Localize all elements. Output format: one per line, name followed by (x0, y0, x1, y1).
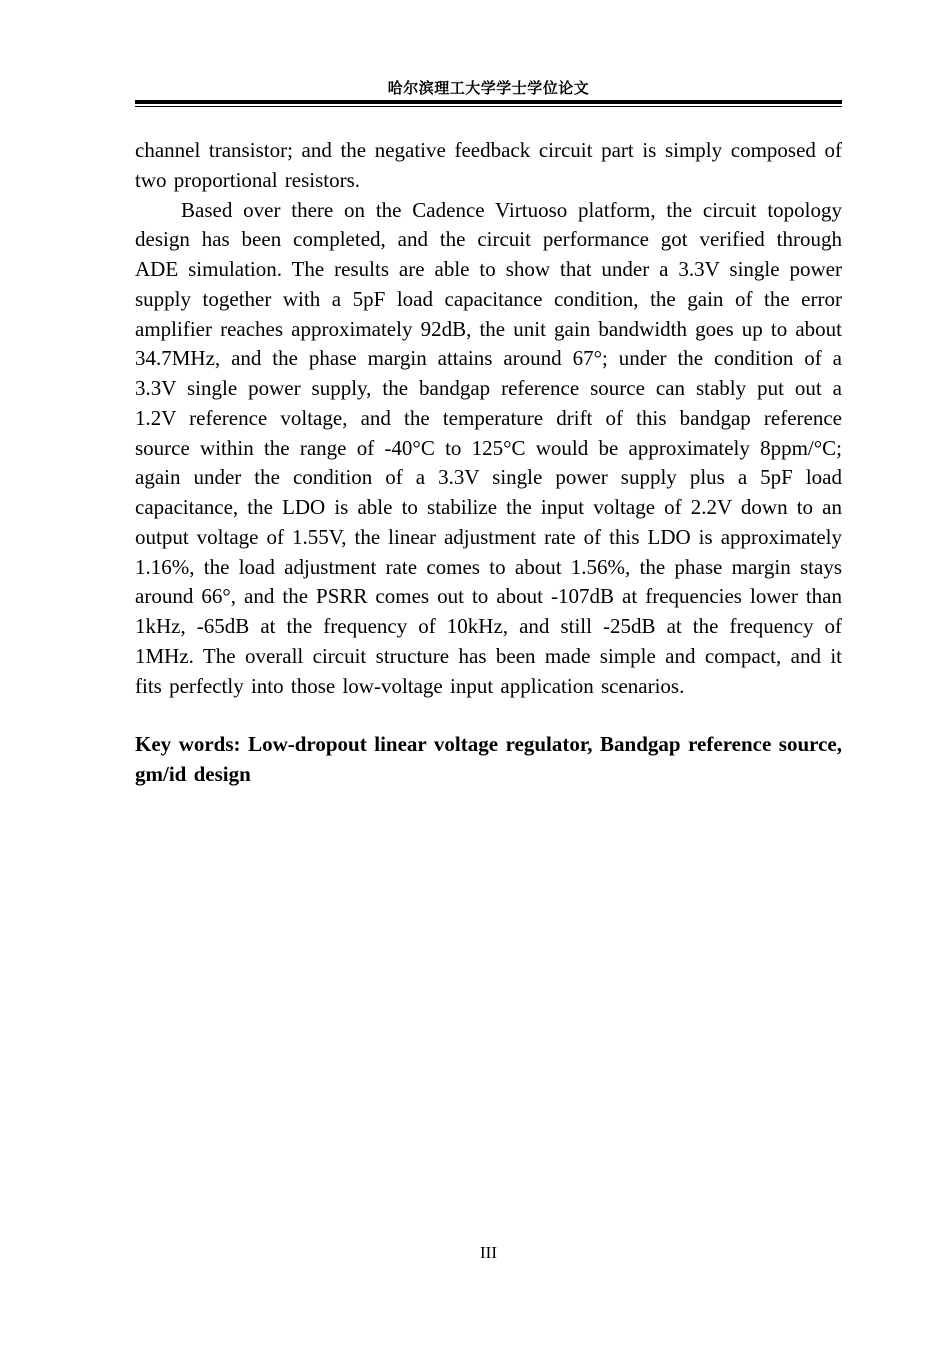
body-text (135, 136, 842, 790)
paragraph-continuation: channel transistor; and the negative feedback circuit part is simply composed of two proportional resistors. (135, 138, 842, 192)
keywords: Key words: Low-dropout linear voltage regulator, Bandgap reference source, gm/id design (135, 732, 842, 786)
running-header: 哈尔滨理工大学学士学位论文 (387, 79, 590, 97)
header-rule-thick (135, 100, 842, 104)
page-number: III (480, 1243, 497, 1262)
header-rule-thin (135, 106, 842, 108)
paragraph-results: Based over there on the Cadence Virtuoso platform, the circuit topology design has been completed, and the circuit performance got verified through ADE simulation. The results are able to show that under a 3.3V single power supply together with a 5pF load capacitance condition, the gain of the error amplifier reaches approximately 92dB, the unit gain bandwidth goes up to about 34.7MHz, and the phase margin attains around 67°; under the condition of a 3.3V single power supply, the bandgap reference source can stably put out a 1.2V reference voltage, and the temperature drift of this bandgap reference source within the range of -40°C to 125°C would be approximately 8ppm/°C; again under the condition of a 3.3V single power supply plus a 5pF load capacitance, the LDO is able to stabilize the input voltage of 2.2V down to an output voltage of 1.55V, the linear adjustment rate of this LDO is approximately 1.16%, the load adjustment rate comes to about 1.56%, the phase margin stays around 66°, and the PSRR comes out to about -107dB at frequencies lower than 1kHz, -65dB at the frequency of 10kHz, and still -25dB at the frequency of 1MHz. The overall circuit structure has been made simple and compact, and it fits perfectly into those low-voltage input application scenarios. (135, 197, 842, 698)
